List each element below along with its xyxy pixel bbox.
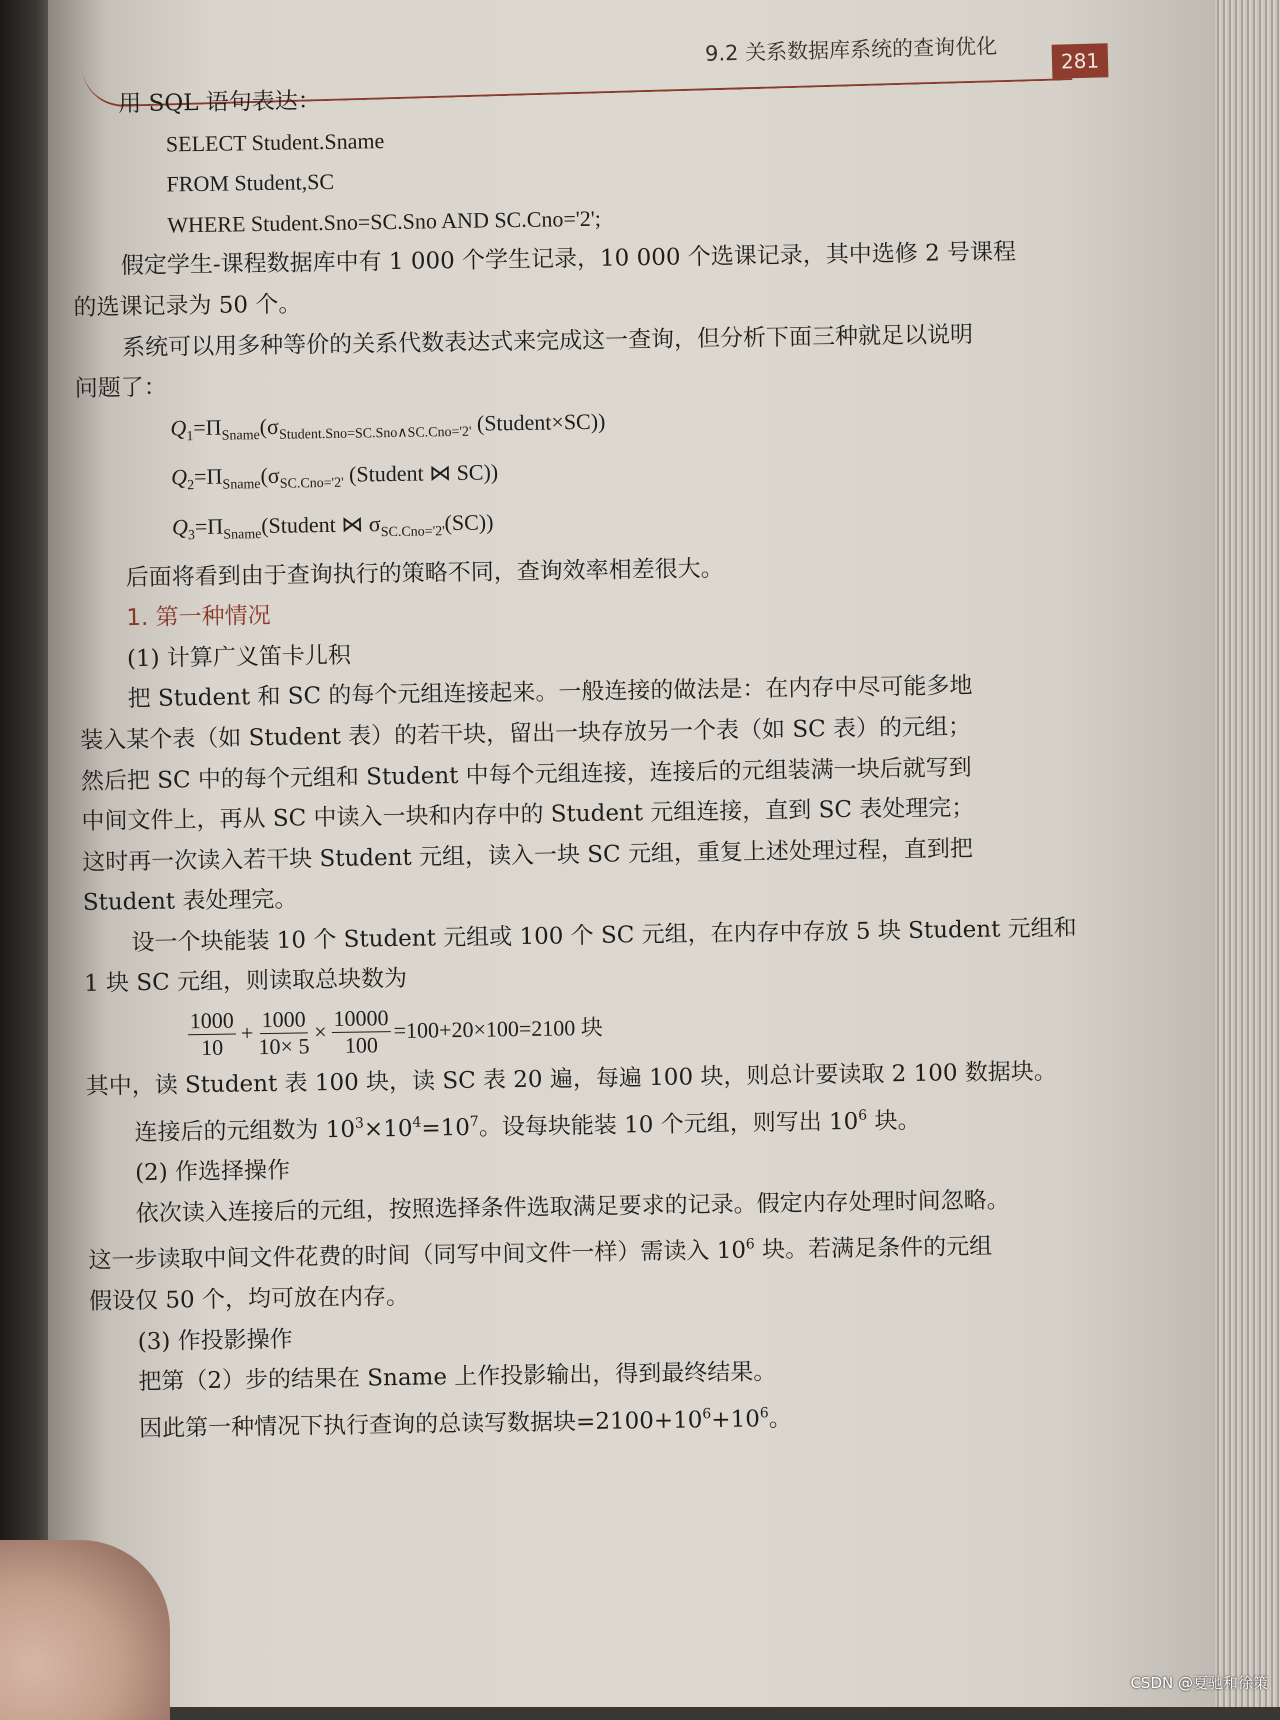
query-q3: $Q_3=\Pi_{Sname}(Student$ ⋈ $\sigma_{SC.Cno='2'}(SC)$) bbox=[171, 509, 494, 544]
page-number: 281 bbox=[1052, 43, 1109, 78]
paragraph: 假设仅 50 个，均可放在内存。 bbox=[88, 1283, 410, 1315]
sql-line: WHERE Student.Sno=SC.Sno AND SC.Cno='2'; bbox=[167, 205, 602, 238]
paragraph: 把第（2）步的结果在 Sname 上作投影输出，得到最终结果。 bbox=[138, 1359, 777, 1396]
paragraph: 因此第一种情况下执行查询的总读写数据块$=2100+10^6+10^6$。 bbox=[138, 1405, 792, 1442]
paragraph-line: 中间文件上，再从 SC 中读入一块和内存中的 Student 元组连接，直到 SC 表处理完； bbox=[81, 794, 975, 836]
paragraph: 1 块 SC 元组，则读取总块数为 bbox=[83, 966, 408, 998]
paragraph: 后面将看到由于查询执行的策略不同，查询效率相差很大。 bbox=[125, 555, 724, 591]
sql-line: SELECT Student.Sname bbox=[165, 127, 385, 157]
paragraph: 依次读入连接后的元组，按照选择条件选取满足要求的记录。假定内存处理时间忽略。 bbox=[135, 1187, 1010, 1227]
page-edges bbox=[1215, 0, 1280, 1707]
running-header: 9.2 关系数据库系统的查询优化 bbox=[704, 34, 998, 66]
page-body bbox=[70, 68, 1161, 1450]
sql-line: FROM Student,SC bbox=[166, 169, 335, 197]
block-count-formula: $\frac{1000}{10}$ + $\frac{1000}{10\times 5}$ × $\frac{10000}{100}$ =100+20×100=2100 块 bbox=[189, 1004, 603, 1060]
paragraph-line: 把 Student 和 SC 的每个元组连接起来。一般连接的做法是：在内存中尽可能多地 bbox=[127, 673, 973, 713]
section-heading: 1. 第一种情况 bbox=[126, 603, 271, 632]
fraction: $\frac{1000}{10}$ bbox=[188, 1007, 237, 1061]
thumb bbox=[0, 1540, 170, 1720]
paragraph: 这一步读取中间文件花费的时间（同写中间文件一样）需读入 $10^6$ 块。若满足条件的元组 bbox=[88, 1234, 993, 1275]
subsection-heading: (1) 计算广义笛卡儿积 bbox=[126, 642, 352, 672]
fraction: $\frac{10000}{100}$ bbox=[331, 1005, 391, 1059]
fraction: $\frac{1000}{10\times 5}$ bbox=[258, 1005, 310, 1059]
paragraph: 问题了： bbox=[74, 374, 167, 403]
paragraph: 假定学生-课程数据库中有 1 000 个学生记录，10 000 个选课记录，其中选修 2 号课程 bbox=[120, 239, 1017, 280]
paragraph-line: 这时再一次读入若干块 Student 元组，读入一块 SC 元组，重复上述处理过程，直到把 bbox=[82, 835, 974, 876]
query-q2: $Q_2=\Pi_{Sname}(\sigma_{SC.Cno='2'}$ (Student ⋈ SC)) bbox=[170, 459, 499, 494]
paragraph: 系统可以用多种等价的关系代数表达式来完成这一查询，但分析下面三种就足以说明 bbox=[121, 321, 974, 361]
paragraph: 的选课记录为 50 个。 bbox=[73, 291, 302, 321]
paragraph: 设一个块能装 10 个 Student 元组或 100 个 SC 元组，在内存中存放 5 块 Student 元组和 bbox=[131, 915, 1077, 957]
intro-text: 用 SQL 语句表达： bbox=[118, 88, 322, 118]
watermark: CSDN @夏驰和徐策 bbox=[1130, 1674, 1268, 1692]
paragraph-line: 然后把 SC 中的每个元组和 Student 中每个元组连接，连接后的元组装满一块后就写到 bbox=[80, 754, 972, 795]
subsection-heading: (3) 作投影操作 bbox=[137, 1326, 293, 1355]
query-q1: $Q_1=\Pi_{Sname}(\sigma_{Student.Sno=SC.Sno\wedge SC.Cno='2'}$ (Student×SC)) bbox=[170, 408, 606, 444]
paragraph-line: 装入某个表（如 Student 表）的若干块，留出一块存放另一个表（如 SC 表）的元组； bbox=[80, 713, 972, 754]
subsection-heading: (2) 作选择操作 bbox=[134, 1157, 291, 1187]
paragraph: 连接后的元组数为 $10^3\times 10^4=10^7$。设每块能装 10 个元组，则写出 $10^6$ 块。 bbox=[134, 1107, 921, 1146]
paragraph: 其中，读 Student 表 100 块，读 SC 表 20 遍，每遍 100 块，则总计要读取 2 100 数据块。 bbox=[85, 1058, 1058, 1100]
paragraph-line: Student 表处理完。 bbox=[82, 886, 298, 917]
